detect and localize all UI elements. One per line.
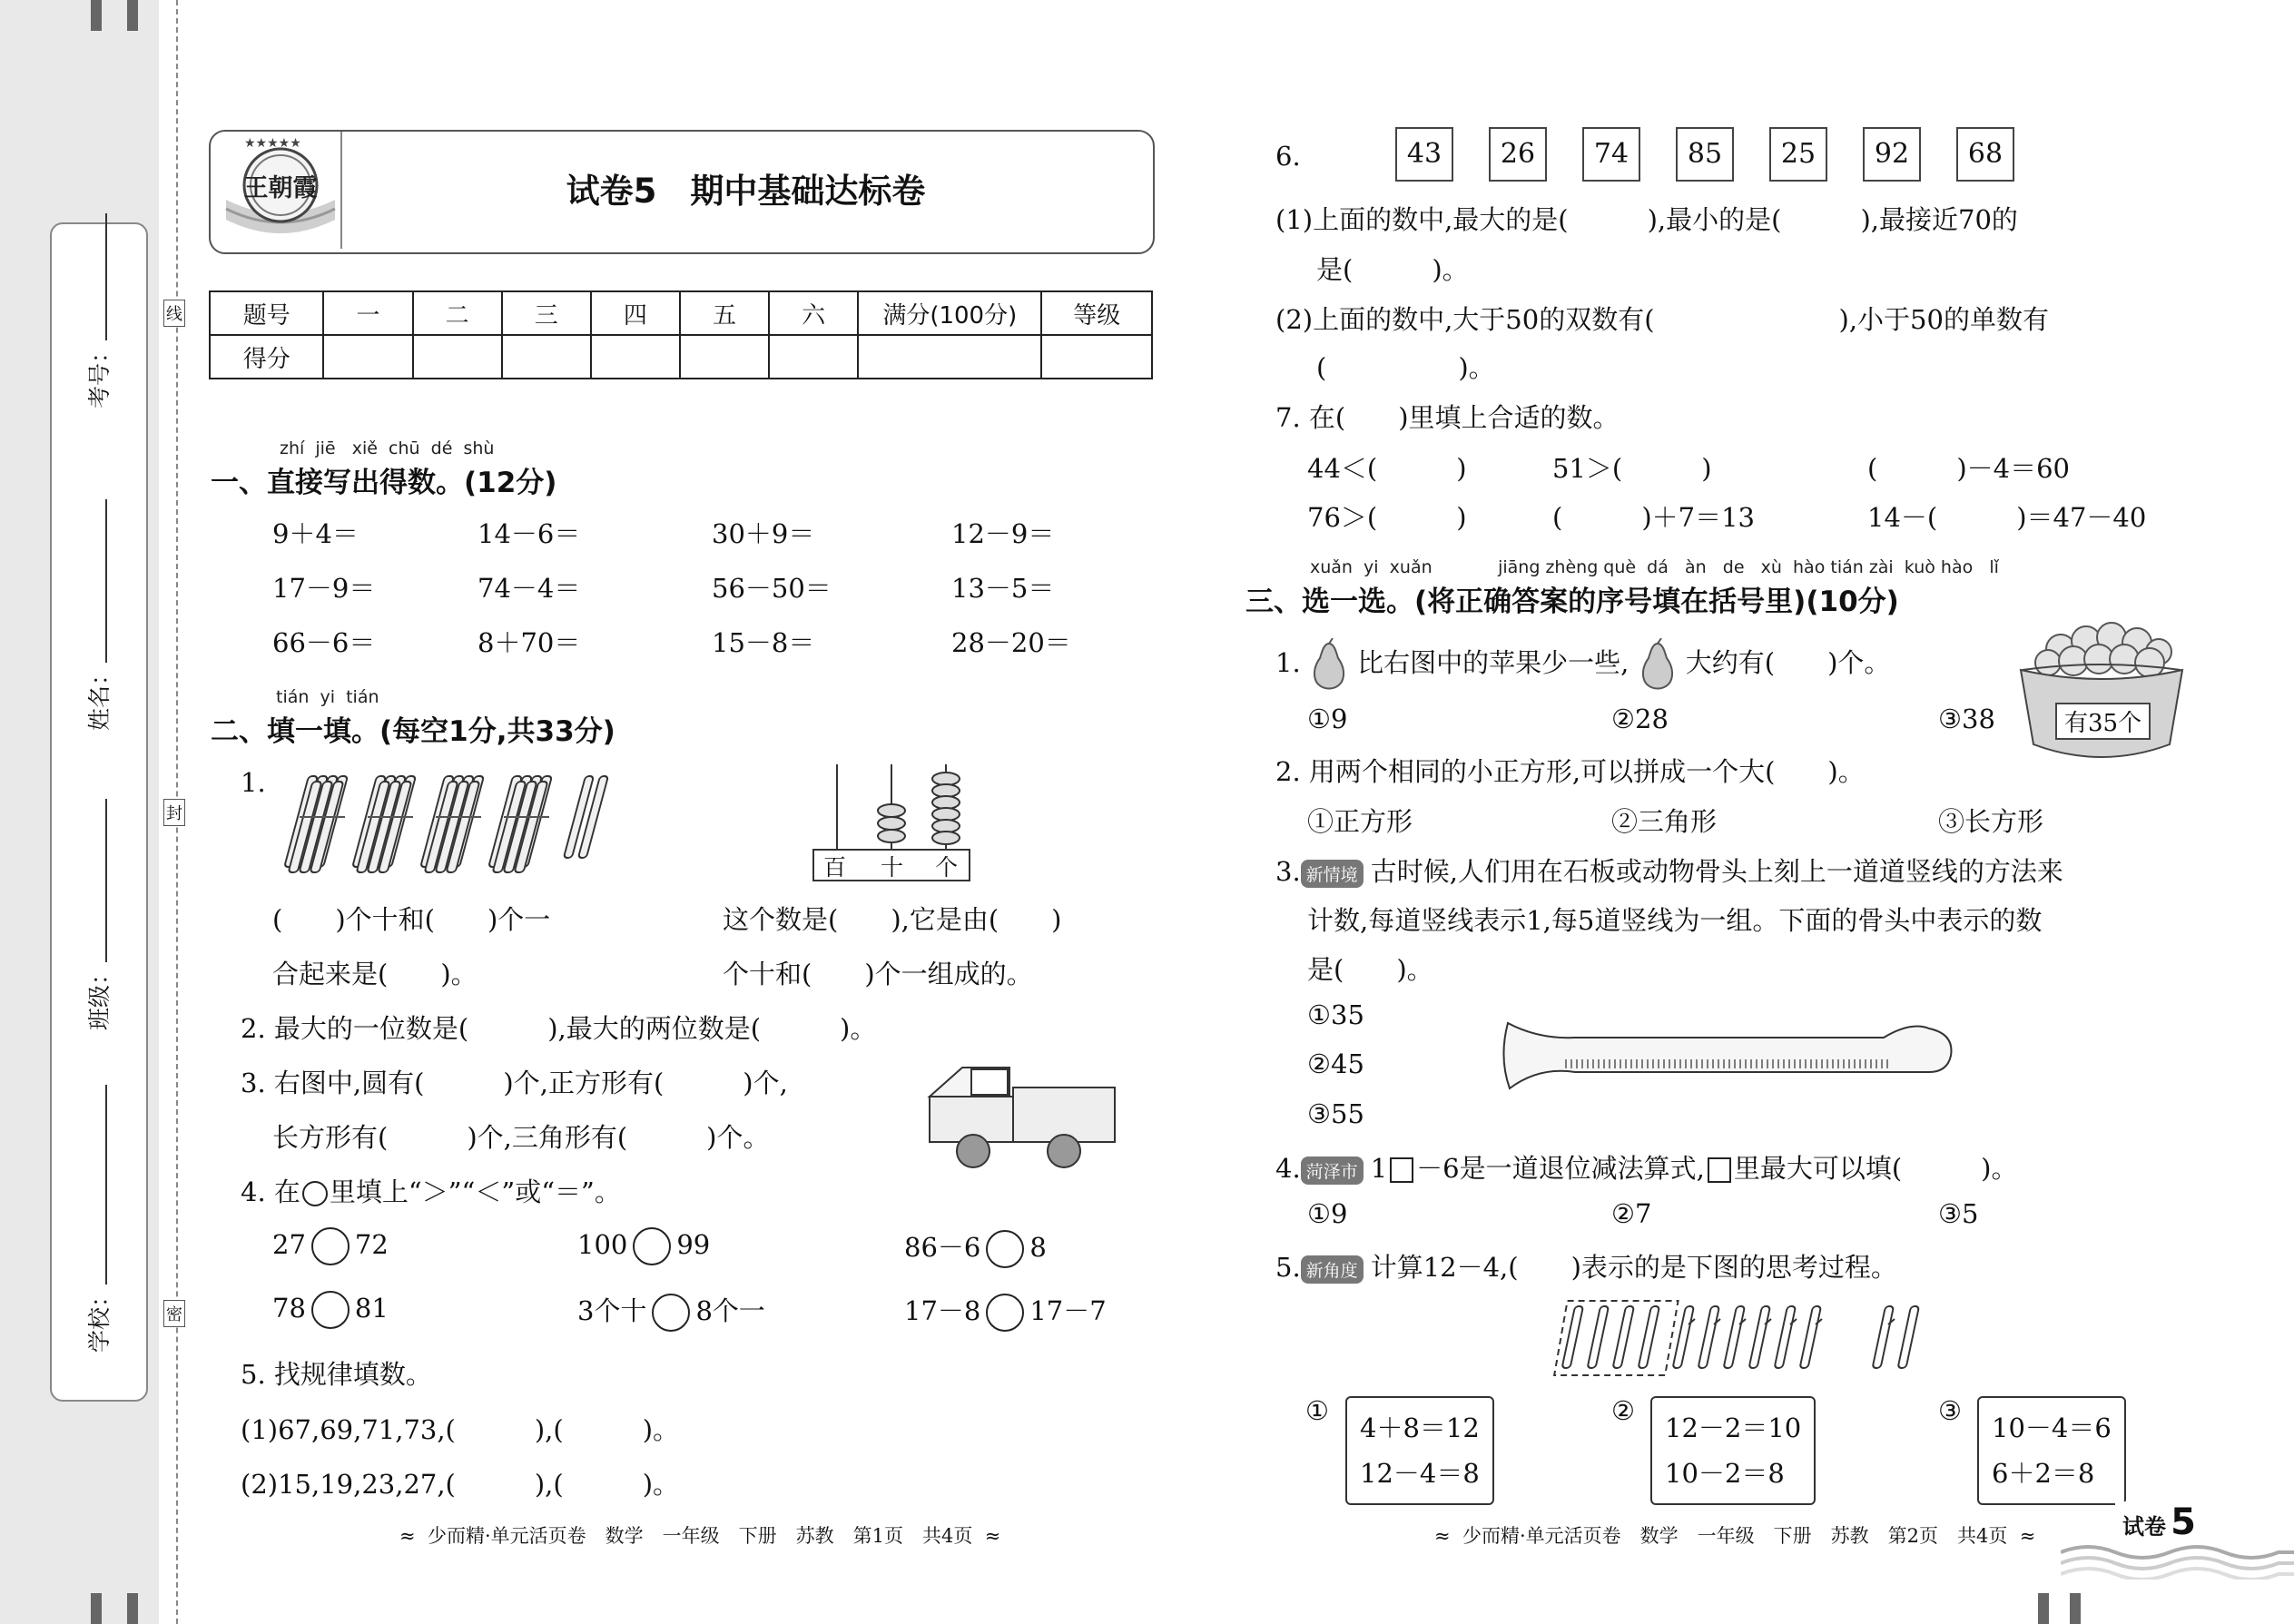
compare-left: 3个十 (577, 1295, 647, 1326)
tag-badge: 菏泽市 (1301, 1156, 1364, 1185)
footer-left: ≈ 少而精·单元活页卷 数学 一年级 下册 苏教 第1页 共4页 ≈ (399, 1525, 1001, 1547)
number-box: 92 (1863, 127, 1921, 182)
section3-q3-text1: 古时候,人们用在石板或动物骨头上刻上一道道竖线的方法来 (1370, 856, 2063, 887)
calc-item: 12－9＝ (951, 518, 1055, 549)
crop-mark (2070, 1593, 2081, 1624)
score-header-cell: 四 (591, 291, 680, 335)
section3-q4-text-b: －6是一道退位减法算式, (1416, 1153, 1705, 1184)
section2-q5-1[interactable]: (1)67,69,71,73,( ),( )。 (241, 1414, 680, 1445)
score-header-cell: 六 (769, 291, 858, 335)
compare-circle-input[interactable] (311, 1291, 350, 1329)
crop-mark (2038, 1593, 2049, 1624)
calc-item: 56－50＝ (712, 573, 832, 604)
section3-q4-number: 4. (1275, 1153, 1301, 1184)
score-cell[interactable] (769, 335, 858, 379)
score-header-cell: 一 (323, 291, 412, 335)
section2-q5-2[interactable]: (2)15,19,23,27,( ),( )。 (241, 1469, 680, 1500)
field-label: 姓名： (86, 662, 113, 731)
crop-mark (91, 1593, 102, 1624)
calc-item: 17－9＝ (272, 573, 376, 604)
stick-bundles-image (272, 767, 617, 876)
q7-item[interactable]: 51＞( ) (1552, 453, 1712, 484)
calc-item: 14－6＝ (478, 518, 581, 549)
field-label: 班级： (86, 961, 113, 1030)
binding-mark-xian: 线 (163, 300, 185, 327)
sticks-grouping-image (1552, 1294, 1952, 1380)
q7-item[interactable]: 76＞( ) (1307, 502, 1467, 533)
basket-label: 有35个 (2055, 703, 2151, 740)
option[interactable]: ②45 (1307, 1048, 1364, 1079)
section3-q5-number: 5. (1275, 1252, 1301, 1283)
option-equation-box[interactable] (1977, 1396, 2126, 1505)
section3-q4 (1275, 1148, 2017, 1186)
section2-q4-post: 里填上“＞”“＜”或“＝”。 (329, 1176, 621, 1207)
compare-item (577, 1291, 765, 1332)
option[interactable]: ①正方形 (1307, 806, 1413, 837)
calc-item: 74－4＝ (478, 573, 581, 604)
tag-badge: 新情境 (1301, 860, 1364, 888)
section3-q3-line3[interactable]: 是( )。 (1307, 954, 1433, 985)
calc-item: 28－20＝ (951, 627, 1071, 658)
corner-number: 5 (2171, 1501, 2196, 1543)
compare-right: 8个一 (695, 1295, 765, 1326)
q7-item[interactable]: 14－( )＝47－40 (1867, 502, 2147, 533)
bone-tally-image (1502, 1012, 1956, 1094)
footer-right: ≈ 少而精·单元活页卷 数学 一年级 下册 苏教 第2页 共4页 ≈ (1434, 1525, 2036, 1547)
option[interactable]: ③长方形 (1938, 806, 2044, 837)
compare-left: 100 (577, 1229, 628, 1260)
option-equation-box[interactable] (1650, 1396, 1816, 1505)
number-box: 68 (1956, 127, 2014, 182)
compare-left: 27 (272, 1229, 306, 1260)
section2-q1-number: 1. (241, 767, 266, 798)
section3-q3-line1 (1275, 851, 2063, 889)
section3-q1-number: 1. (1275, 647, 1301, 678)
section3-title: 三、选一选。(将正确答案的序号填在括号里)(10分) (1245, 586, 1899, 618)
score-header-cell: 三 (502, 291, 591, 335)
option[interactable]: ③5 (1938, 1198, 1979, 1229)
compare-item (272, 1291, 389, 1329)
number-box: 26 (1489, 127, 1547, 182)
compare-right: 8 (1029, 1232, 1047, 1263)
calc-item: 30＋9＝ (712, 518, 815, 549)
pear-icon (1638, 638, 1678, 691)
section2-title: 二、填一填。(每空1分,共33分) (211, 715, 615, 748)
page-title: 试卷5 期中基础达标卷 (566, 172, 926, 211)
option-equation-box[interactable] (1345, 1396, 1494, 1505)
section3-q5 (1275, 1247, 1897, 1284)
apple-basket-image (2015, 608, 2188, 767)
field-label: 考号： (86, 340, 113, 408)
brand-name: 王朝霞 (243, 174, 318, 202)
score-cell[interactable] (323, 335, 412, 379)
option[interactable]: ②7 (1611, 1198, 1652, 1229)
option[interactable]: ①35 (1307, 999, 1364, 1030)
q6-line4[interactable]: ( )。 (1316, 352, 1495, 383)
score-header-cell: 五 (680, 291, 769, 335)
truck-shapes-image (926, 1062, 1118, 1169)
q7-title: 7. 在( )里填上合适的数。 (1275, 402, 1620, 433)
score-cell[interactable] (502, 335, 591, 379)
compare-circle-input[interactable] (311, 1227, 350, 1265)
score-cell[interactable] (1041, 335, 1152, 379)
score-header-cell: 题号 (210, 291, 323, 335)
tag-badge: 新角度 (1301, 1255, 1364, 1284)
q6-line3[interactable]: (2)上面的数中,大于50的双数有( ),小于50的单数有 (1275, 304, 2049, 335)
section2-pinyin: tián yi tián (276, 687, 379, 707)
field-xuexiao[interactable] (82, 1080, 118, 1353)
score-header-cell: 等级 (1041, 291, 1152, 335)
score-header-cell: 满分(100分) (858, 291, 1041, 335)
compare-right: 81 (354, 1293, 389, 1324)
blank-square-icon (1390, 1157, 1413, 1183)
equation-line: 10－2＝8 (1665, 1458, 1785, 1489)
section2-q1-answer-a1[interactable]: ( )个十和( )个一 (272, 904, 551, 935)
equation-line: 12－2＝10 (1665, 1412, 1802, 1443)
compare-item (577, 1227, 710, 1265)
compare-left: 17－8 (904, 1295, 981, 1326)
compare-circle-icon (302, 1181, 328, 1206)
option-label[interactable]: ① (1305, 1395, 1329, 1426)
option[interactable]: ③38 (1938, 704, 1995, 734)
section3-q3-number: 3. (1275, 856, 1301, 887)
section3-q3-line2: 计数,每道竖线表示1,每5道竖线为一组。下面的骨头中表示的数 (1307, 905, 2043, 936)
score-cell[interactable] (413, 335, 502, 379)
brand-logo (222, 136, 339, 245)
compare-item (272, 1227, 389, 1265)
option-label[interactable]: ② (1611, 1395, 1635, 1426)
score-cell[interactable] (680, 335, 769, 379)
compare-right: 72 (354, 1229, 389, 1260)
field-kaohao[interactable] (82, 209, 118, 408)
compare-right: 99 (676, 1229, 711, 1260)
abacus-label-shi: 十 (881, 854, 904, 881)
abacus-label-ge: 个 (935, 854, 959, 881)
score-table (209, 290, 1153, 379)
equation-line: 10－4＝6 (1992, 1412, 2112, 1443)
option[interactable]: ②三角形 (1611, 806, 1718, 837)
compare-left: 78 (272, 1293, 306, 1324)
pear-icon (1309, 638, 1349, 691)
section3-q4-text-c[interactable]: 里最大可以填( )。 (1733, 1153, 2018, 1184)
section2-q3-line2[interactable]: 长方形有( )个,三角形有( )个。 (272, 1122, 770, 1153)
field-label: 学校： (86, 1284, 113, 1353)
compare-item (904, 1227, 1047, 1268)
section2-q3-line1[interactable]: 3. 右图中,圆有( )个,正方形有( )个, (241, 1068, 788, 1098)
section3-q1-text-a: 比右图中的苹果少一些, (1357, 647, 1629, 678)
option-label[interactable]: ③ (1938, 1395, 1962, 1426)
calc-item: 9＋4＝ (272, 518, 359, 549)
number-box: 85 (1676, 127, 1734, 182)
section3-q1-text-b[interactable]: 大约有( )个。 (1685, 647, 1891, 678)
crop-mark (127, 1593, 138, 1624)
option[interactable]: ②28 (1611, 704, 1669, 734)
compare-item (904, 1291, 1107, 1332)
section2-q2[interactable]: 2. 最大的一位数是( ),最大的两位数是( )。 (241, 1013, 877, 1044)
field-banji[interactable] (82, 794, 118, 1030)
equation-line: 4＋8＝12 (1360, 1412, 1480, 1443)
compare-circle-input[interactable] (633, 1227, 671, 1265)
abacus-label-bai: 百 (823, 854, 847, 881)
corner-label: 试卷 (2122, 1514, 2166, 1540)
q7-item[interactable]: ( )＋7＝13 (1552, 502, 1755, 533)
section1-pinyin: zhí jiē xiě chū dé shù (280, 438, 495, 458)
section2-q1-answer-b1[interactable]: 这个数是( ),它是由( ) (723, 904, 1062, 935)
score-cell[interactable] (591, 335, 680, 379)
equation-line: 6＋2＝8 (1992, 1458, 2095, 1489)
blank-square-icon (1708, 1157, 1731, 1183)
option[interactable]: ③55 (1307, 1098, 1364, 1129)
binding-mark-mi: 密 (163, 1300, 185, 1327)
calc-item: 66－6＝ (272, 627, 376, 658)
calc-item: 8＋70＝ (478, 627, 581, 658)
option[interactable]: ①9 (1307, 704, 1348, 734)
section3-q2[interactable]: 2. 用两个相同的小正方形,可以拼成一个大( )。 (1275, 756, 1865, 787)
compare-right: 17－7 (1029, 1295, 1107, 1326)
compare-circle-input[interactable] (652, 1294, 690, 1332)
svg-text:★★★★★: ★★★★★ (244, 136, 301, 151)
q6-number: 6. (1275, 141, 1301, 172)
q7-item[interactable]: 44＜( ) (1307, 453, 1467, 484)
section3-q1 (1275, 638, 1890, 691)
section2-q4-pre: 4. 在 (241, 1176, 300, 1207)
section2-q1-answer-a2[interactable]: 合起来是( )。 (272, 959, 478, 989)
score-row-label: 得分 (210, 335, 323, 379)
field-xingming[interactable] (82, 495, 118, 731)
crop-mark (127, 0, 138, 31)
section3-q4-text-a: 1 (1370, 1153, 1388, 1184)
compare-left: 86－6 (904, 1232, 981, 1263)
number-box: 74 (1582, 127, 1640, 182)
section1-title: 一、直接写出得数。(12分) (211, 467, 557, 499)
calc-item: 15－8＝ (712, 627, 815, 658)
number-box: 43 (1395, 127, 1453, 182)
section2-q1-answer-b2[interactable]: 个十和( )个一组成的。 (723, 959, 1033, 989)
corner-page-marker (2115, 1501, 2203, 1543)
number-box: 25 (1769, 127, 1827, 182)
crop-mark (91, 0, 102, 31)
compare-circle-input[interactable] (986, 1230, 1024, 1268)
compare-circle-input[interactable] (986, 1294, 1024, 1332)
score-cell[interactable] (858, 335, 1041, 379)
section2-q4 (241, 1172, 621, 1209)
score-table-header (210, 291, 1152, 335)
q6-line1[interactable]: (1)上面的数中,最大的是( ),最小的是( ),最接近70的 (1275, 204, 2018, 235)
equation-line: 12－4＝8 (1360, 1458, 1480, 1489)
q6-line2[interactable]: 是( )。 (1316, 254, 1469, 285)
section2-q5: 5. 找规律填数。 (241, 1359, 432, 1390)
q7-item[interactable]: ( )－4＝60 (1867, 453, 2070, 484)
section3-pinyin: xuǎn yi xuǎn jiāng zhèng què dá àn de xù hào tián zài kuò hào lǐ (1310, 557, 1999, 577)
score-header-cell: 二 (413, 291, 502, 335)
score-table-row (210, 335, 1152, 379)
option[interactable]: ①9 (1307, 1198, 1348, 1229)
calc-item: 13－5＝ (951, 573, 1055, 604)
section3-q5-text[interactable]: 计算12－4,( )表示的是下图的思考过程。 (1370, 1252, 1897, 1283)
binding-mark-feng: 封 (163, 799, 185, 826)
